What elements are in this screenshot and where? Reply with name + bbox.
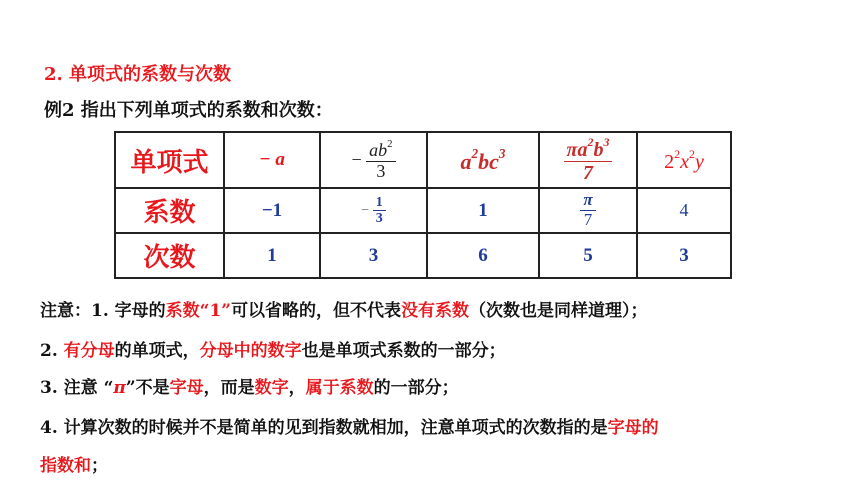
note-3 (40, 373, 459, 398)
row-header-coefficient: 系数 (115, 188, 224, 233)
m5-base-exp: 2 (674, 146, 681, 161)
m2-den: 3 (376, 160, 386, 181)
m2-sign: − (351, 149, 362, 170)
m2-num: ab (369, 139, 388, 160)
note-1 (40, 296, 648, 321)
monomial-cell-5 (637, 132, 731, 188)
note-1-text-c: 可以省略的，但不代表 (231, 301, 402, 321)
degree-1: 1 (267, 244, 277, 266)
m5-x-exp: 2 (689, 146, 695, 161)
note-3-highlight-number: 数字 (254, 378, 289, 398)
coef-2-den: 3 (375, 211, 383, 226)
table-row-coefficients (115, 188, 731, 233)
section-heading: 2. 单项式的系数与次数 (44, 64, 232, 85)
coef-4-den: 7 (583, 210, 593, 229)
m5-x: x (680, 150, 689, 173)
note-4-text-a: 4. 计算次数的时候并不是简单的见到指数就相加，注意单项式的次数指的是 (40, 418, 608, 438)
row-header-monomial: 单项式 (115, 132, 224, 188)
m4-b: b (593, 139, 604, 162)
m3-c-exp: 3 (498, 145, 506, 161)
coef-1: −1 (261, 199, 283, 221)
degree-cell-3 (427, 233, 539, 278)
coef-4-fraction (580, 191, 595, 229)
note-3-text-e: ，而是 (203, 378, 255, 398)
note-4-continuation (40, 451, 108, 476)
note-3-text-a: 3. 注意 “ (40, 378, 114, 398)
coefficient-cell-5 (637, 188, 731, 233)
note-4-highlight-exponent-sum: 指数和 (40, 456, 91, 476)
note-1-highlight-no-coef: 没有系数 (401, 301, 470, 321)
table-row-monomials (115, 132, 731, 188)
monomial-cell-1 (224, 132, 320, 188)
note-3-text-i: 的一部分； (373, 378, 459, 398)
m4-pi: π (566, 139, 578, 162)
note-3-highlight-coefficient: 属于系数 (305, 378, 374, 398)
note-2-text-c: 的单项式， (114, 341, 200, 361)
note-4-text-end: ； (91, 456, 108, 476)
note-2-text-e: 也是单项式系数的一部分； (301, 341, 506, 361)
m1-var: a (275, 149, 285, 170)
note-4 (40, 413, 659, 438)
degree-5: 3 (679, 244, 689, 266)
degree-cell-1 (224, 233, 320, 278)
note-3-text-c: ”不是 (125, 378, 170, 398)
coef-2-sign: − (361, 202, 370, 218)
table-row-degrees (115, 233, 731, 278)
m3-a-exp: 2 (471, 145, 479, 161)
monomial-cell-4 (539, 132, 637, 188)
coef-3: 1 (478, 199, 488, 221)
degree-cell-5 (637, 233, 731, 278)
note-3-pi: π (113, 378, 126, 398)
coef-2-num: 1 (373, 195, 386, 211)
degree-cell-2 (320, 233, 427, 278)
coefficient-cell-1 (224, 188, 320, 233)
note-3-text-g: ， (288, 378, 306, 398)
m2-num-exp: 2 (387, 137, 393, 150)
coefficient-cell-4 (539, 188, 637, 233)
degree-cell-4 (539, 233, 637, 278)
m4-b-exp: 3 (603, 134, 610, 149)
coefficient-cell-2 (320, 188, 427, 233)
note-2-text-a: 2. (40, 341, 64, 361)
degree-3: 6 (478, 244, 488, 266)
coefficient-cell-3 (427, 188, 539, 233)
m4-fraction (564, 136, 613, 184)
row-header-degree: 次数 (115, 233, 224, 278)
m3-a: a (460, 148, 472, 174)
m3-bc: bc (478, 148, 499, 174)
degree-2: 3 (368, 244, 379, 266)
note-2-highlight-digits: 分母中的数字 (199, 341, 302, 361)
m1-sign: − (259, 149, 276, 170)
note-4-highlight-letters: 字母的 (607, 418, 659, 438)
m2-fraction (366, 139, 395, 182)
m4-a-exp: 2 (587, 134, 594, 149)
coef-5: 4 (679, 200, 689, 220)
m4-den: 7 (582, 162, 593, 185)
note-2 (40, 336, 506, 361)
note-1-text-a: 注意：1. 字母的 (40, 301, 166, 321)
m5-base: 2 (664, 150, 675, 173)
monomial-cell-3 (427, 132, 539, 188)
m5-y: y (695, 150, 704, 173)
note-2-highlight-denominator: 有分母 (63, 341, 115, 361)
degree-4: 5 (583, 244, 593, 266)
note-1-highlight-coef-one: 系数“1” (165, 301, 232, 321)
monomial-cell-2 (320, 132, 427, 188)
note-3-highlight-letter: 字母 (169, 378, 204, 398)
example-prompt: 例2 指出下列单项式的系数和次数： (44, 100, 333, 121)
monomial-table (114, 131, 732, 279)
coef-2-fraction (373, 195, 386, 227)
m4-a: a (577, 139, 588, 162)
note-1-text-e: （次数也是同样道理）； (469, 301, 648, 321)
coef-4-num: π (580, 191, 595, 211)
